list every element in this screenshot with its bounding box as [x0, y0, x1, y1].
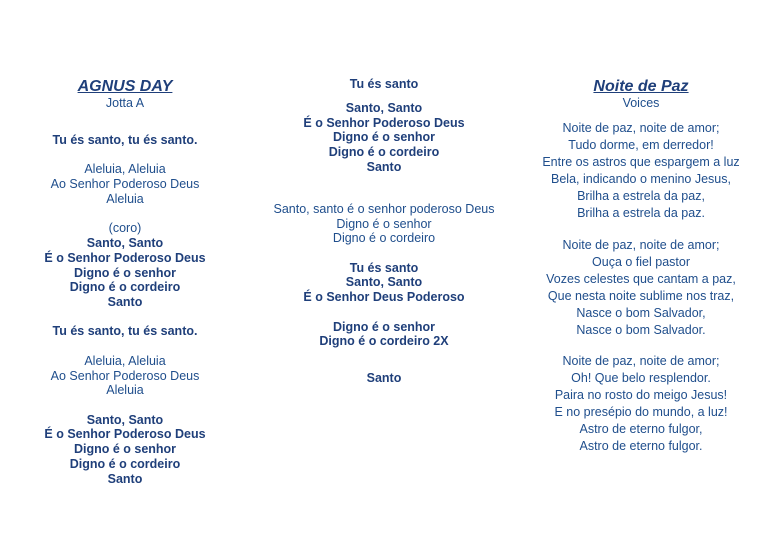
lyric-line: Digno é o senhor	[336, 216, 432, 231]
lyric-line: Nasce o bom Salvador,	[576, 305, 706, 320]
lyric-line: (coro)	[108, 221, 142, 236]
lyric-line: Digno é o cordeiro	[328, 145, 440, 160]
lyric-line: Que nesta noite sublime nos traz,	[547, 288, 735, 303]
song-artist: Voices	[622, 96, 660, 110]
lyric-line: Aleluia	[106, 191, 144, 206]
lyric-line: Ao Senhor Poderoso Deus	[50, 368, 200, 383]
lyric-line: Entre os astros que espargem a luz	[542, 155, 740, 169]
song-artist: Jotta A	[105, 96, 145, 110]
lyric-line: Santo, Santo	[345, 275, 423, 290]
lyric-line: Digno é o cordeiro	[332, 231, 436, 246]
lyric-line: Digno é o senhor	[332, 130, 436, 145]
lyric-line: Brilha a estrela da paz,	[577, 189, 705, 203]
song-column-noite-de-paz	[528, 77, 754, 455]
lyric-line: Tu és santo	[349, 77, 419, 91]
lyric-line: Tu és santo, tu és santo.	[52, 324, 198, 339]
lyric-line: É o Senhor Poderoso Deus	[303, 115, 465, 130]
lyric-line: Digno é o cordeiro 2X	[319, 334, 449, 349]
lyric-line: Noite de paz, noite de amor;	[562, 121, 720, 135]
lyric-line: Brilha a estrela da paz.	[577, 206, 705, 220]
lyric-line: Santo, santo é o senhor poderoso Deus	[273, 201, 495, 216]
lyric-line: Santo	[107, 471, 143, 486]
lyric-line: Digno é o cordeiro	[69, 280, 181, 295]
lyric-line: Santo, Santo	[86, 412, 164, 427]
lyric-line: Noite de paz, noite de amor;	[562, 237, 720, 252]
lyric-line: É o Senhor Deus Poderoso	[303, 290, 465, 305]
lyric-line: Santo	[366, 159, 402, 174]
lyric-line: É o Senhor Poderoso Deus	[44, 250, 206, 265]
lyric-line: Vozes celestes que cantam a paz,	[546, 271, 736, 286]
lyric-line: Astro de eterno fulgor,	[579, 422, 703, 436]
lyric-line: Noite de paz, noite de amor;	[562, 354, 720, 368]
song-title: Noite de Paz	[593, 78, 689, 95]
lyric-line: É o Senhor Poderoso Deus	[44, 427, 206, 442]
lyric-line: Aleluia, Aleluia	[84, 162, 166, 177]
lyric-line: E no presépio do mundo, a luz!	[554, 405, 728, 419]
lyric-line: Astro de eterno fulgor.	[579, 439, 703, 453]
lyric-line: Santo, Santo	[345, 100, 423, 115]
lyric-line: Bela, indicando o menino Jesus,	[551, 172, 731, 186]
lyric-line: Digno é o senhor	[73, 265, 177, 280]
lyric-line: Tudo dorme, em derredor!	[568, 138, 714, 152]
song-title: AGNUS DAY	[77, 78, 173, 95]
lyric-line: Tu és santo	[349, 260, 419, 275]
lyric-line: Santo	[107, 295, 143, 310]
song-column-tu-es-santo	[262, 77, 506, 386]
lyric-line: Santo	[366, 371, 402, 386]
lyric-line: Aleluia, Aleluia	[84, 353, 166, 368]
lyric-line: Digno é o cordeiro	[69, 457, 181, 472]
lyric-line: Tu és santo, tu és santo.	[52, 133, 198, 147]
lyric-line: Aleluia	[106, 383, 144, 398]
lyric-line: Nasce o bom Salvador.	[576, 322, 706, 337]
song-column-agnus-day	[20, 77, 230, 487]
lyric-line: Santo, Santo	[86, 235, 164, 250]
lyric-line: Ouça o fiel pastor	[592, 254, 690, 269]
lyric-line: Digno é o senhor	[332, 319, 436, 334]
lyric-line: Oh! Que belo resplendor.	[571, 371, 711, 385]
lyric-line: Paira no rosto do meigo Jesus!	[554, 388, 728, 402]
lyric-line: Ao Senhor Poderoso Deus	[50, 177, 200, 192]
lyric-line: Digno é o senhor	[73, 442, 177, 457]
